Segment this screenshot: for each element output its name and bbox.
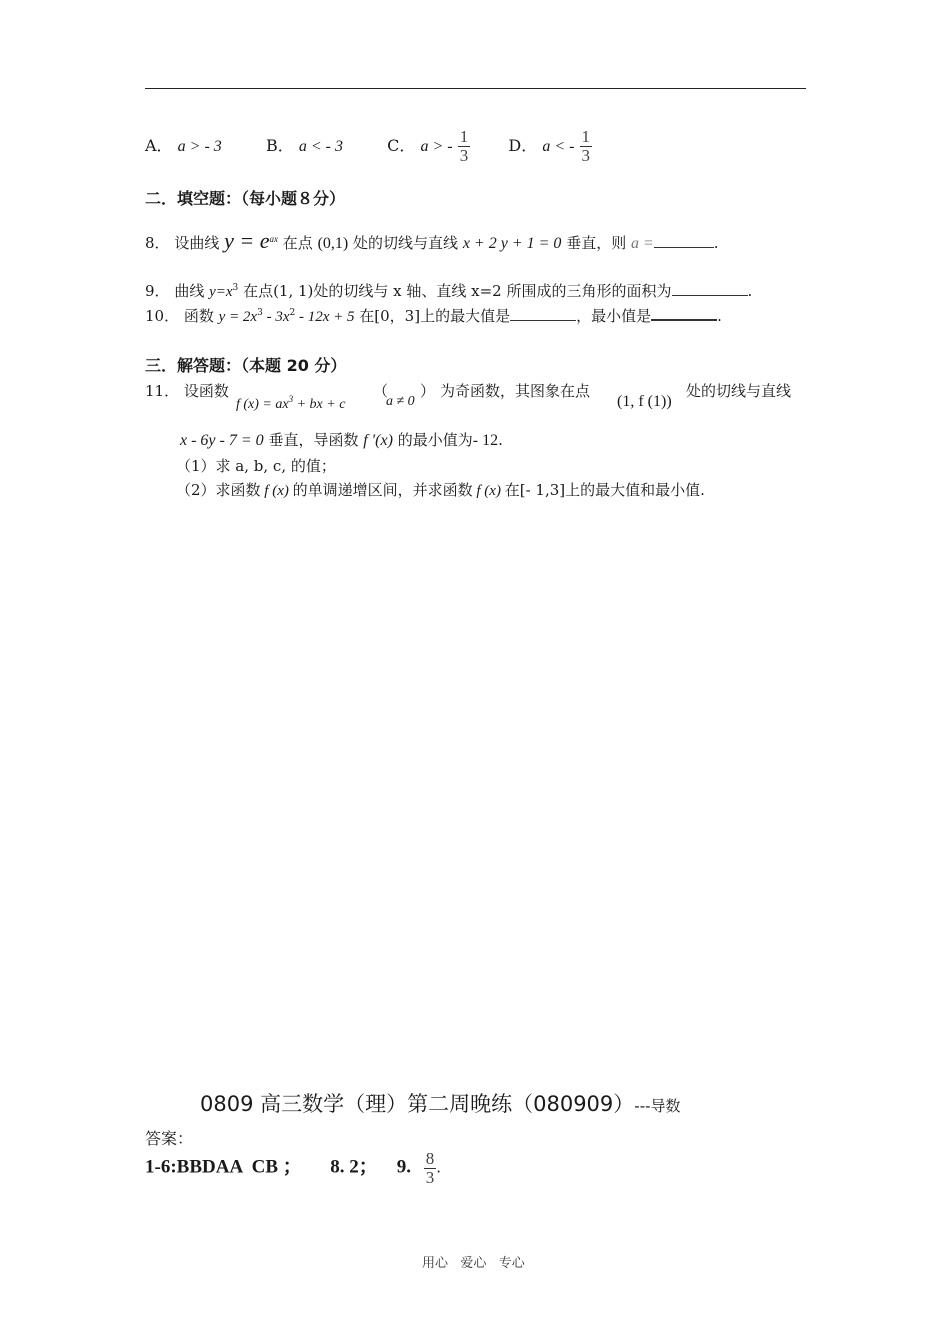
- math-line: x + 2 y + 1 = 0: [462, 235, 562, 252]
- question-text: 设函数: [183, 382, 229, 400]
- question-end: .: [498, 431, 503, 449]
- math-point: (0,1): [317, 235, 349, 252]
- choice-c-fraction: [458, 128, 471, 165]
- section-heading-fill-in: 二．填空题：（每小题８分）: [145, 189, 346, 208]
- choice-b-expr: a < - 3: [298, 137, 343, 155]
- question-text: 处的切线与直线: [353, 234, 459, 252]
- answer-end: .: [436, 1158, 442, 1177]
- math-exponent: 2: [289, 308, 296, 318]
- question-number: 9．: [145, 282, 170, 300]
- math-y: y: [224, 228, 234, 253]
- fraction-numerator: 1: [459, 127, 469, 146]
- section-heading-solve: 三．解答题：（本题 20 分）: [145, 356, 347, 375]
- answer-title: [200, 1088, 681, 1118]
- math-derivative: f ′(x): [363, 432, 393, 449]
- fraction-numerator: 1: [581, 127, 591, 146]
- question-9: [145, 280, 752, 301]
- question-11-part-1: （1）求 a, b, c, 的值；: [176, 457, 336, 475]
- question-text: 为奇函数，其图象在点: [440, 382, 591, 400]
- question-end: .: [713, 234, 719, 252]
- math-curve: y=x: [209, 284, 233, 300]
- choice-row: [145, 128, 592, 165]
- fraction-denominator: 3: [425, 1167, 435, 1187]
- answer-title-tail: ---导数: [634, 1097, 681, 1115]
- question-end: .: [717, 307, 722, 325]
- answer-label: 答案：: [145, 1129, 194, 1148]
- question-11-line-2: [180, 429, 503, 450]
- math-point: (1, f (1)): [617, 393, 672, 410]
- question-text: 垂直，导函数: [268, 431, 359, 449]
- question-text: 函数: [183, 307, 219, 325]
- question-11: [145, 380, 229, 401]
- question-text: 在点: [282, 234, 313, 252]
- answer-fraction: [424, 1150, 437, 1187]
- answer-blank: [651, 319, 717, 321]
- question-text: 曲线: [174, 282, 210, 300]
- condition-paren-left: （: [373, 382, 389, 400]
- question-number: 10．: [145, 307, 180, 325]
- choice-b-label: B．: [265, 135, 294, 155]
- question-11-part-2: [176, 479, 705, 500]
- math-function-text: f (x) = ax: [236, 397, 289, 412]
- question-number: 8．: [145, 234, 170, 252]
- condition-paren-right: ）: [420, 382, 436, 400]
- math-function: f (x): [472, 483, 505, 499]
- fraction-numerator: 8: [425, 1149, 435, 1168]
- answer-blank: [510, 320, 576, 321]
- choice-a-label: A．: [145, 135, 173, 155]
- math-function: [236, 394, 345, 413]
- math-function: y = 2x: [218, 309, 258, 325]
- math-function: - 3x: [262, 309, 290, 325]
- question-number: 11．: [145, 382, 180, 400]
- math-function-text: + bx + c: [293, 397, 346, 412]
- math-line: x - 6y - 7 = 0: [180, 432, 264, 449]
- question-text: 处的切线与直线: [686, 382, 792, 400]
- answer-line: [145, 1150, 441, 1187]
- answer-blank: [654, 247, 714, 248]
- choice-c-label: C．: [387, 135, 416, 155]
- math-e: = e: [233, 228, 270, 253]
- answer-title-main: 0809 高三数学（理）第二周晚练（080909）: [200, 1092, 635, 1116]
- math-min-value: - 12: [472, 432, 499, 449]
- question-text: 的单调递增区间，并求函数: [292, 481, 473, 499]
- choice-a-expr: a > - 3: [177, 137, 222, 155]
- answer-blank: [672, 295, 748, 296]
- question-text: 的最小值为: [397, 431, 473, 449]
- choice-d-label: D．: [508, 135, 538, 155]
- math-a: a =: [631, 235, 654, 252]
- question-end: .: [747, 282, 753, 300]
- question-10: [145, 305, 722, 326]
- fraction-denominator: 3: [459, 145, 469, 165]
- math-function: - 12x + 5: [295, 309, 355, 325]
- choice-c-expr: a > -: [420, 137, 453, 155]
- question-text: 在点(1, 1)处的切线与 x 轴、直线 x=2 所围成的三角形的面积为: [243, 282, 672, 300]
- question-8: [145, 228, 719, 254]
- choice-d-expr: a < -: [542, 137, 575, 155]
- question-text: 垂直，则: [566, 234, 627, 252]
- question-text: （2）求函数: [176, 481, 261, 499]
- choice-d-fraction: [580, 128, 593, 165]
- question-text: 在[- 1,3]上的最大值和最小值.: [504, 481, 705, 499]
- header-rule: [145, 88, 806, 89]
- fraction-denominator: 3: [581, 145, 591, 165]
- math-condition: a ≠ 0: [386, 394, 415, 409]
- answer-text: 1-6:BBDAA CB ； 8. 2； 9.: [145, 1156, 412, 1178]
- math-exponent: 3: [257, 308, 263, 318]
- math-exponent: ax: [269, 234, 279, 244]
- math-exponent: 3: [232, 283, 239, 293]
- math-function: f (x): [260, 483, 293, 499]
- math-exponent: 3: [288, 394, 294, 404]
- question-text: ，最小值是: [576, 307, 652, 325]
- question-text: 在[0，3]上的最大值是: [359, 307, 511, 325]
- page-footer: 用心 爱心 专心: [422, 1256, 525, 1271]
- question-text: 设曲线: [174, 234, 220, 252]
